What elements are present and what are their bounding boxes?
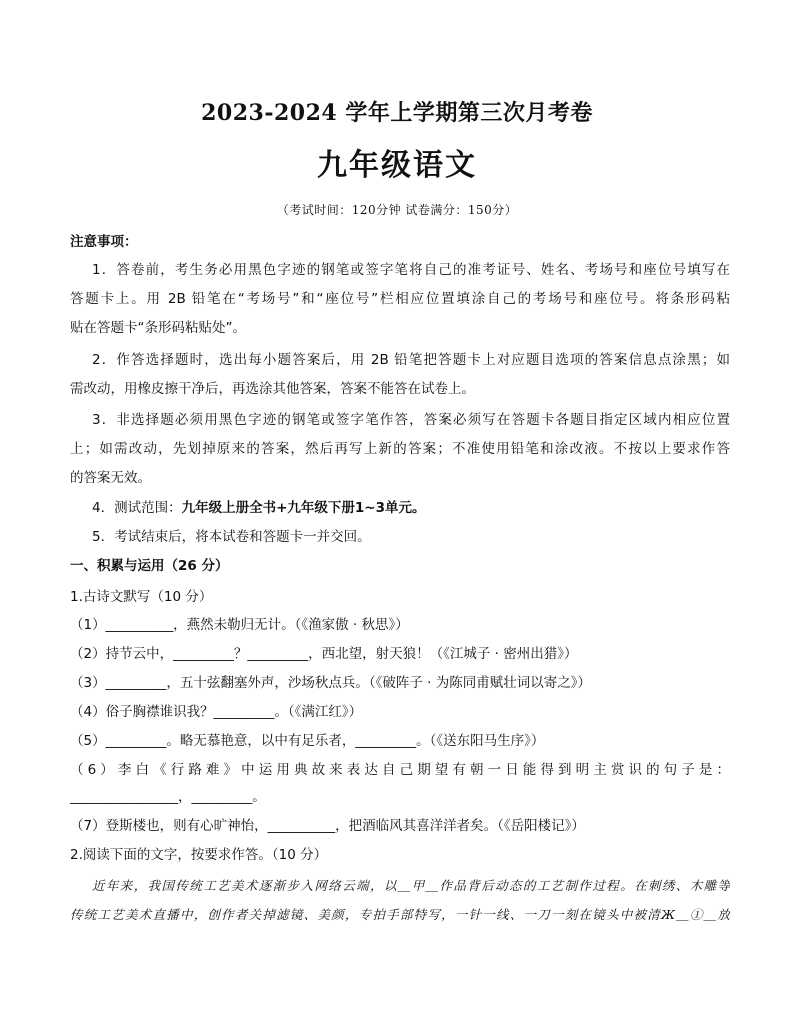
question-1-item: （1）__________，燕然未勒归无计。（《渔家傲 · 秋思》）	[70, 617, 409, 633]
question-2-title: 2.阅读下面的文字，按要求作答。（10 分）	[70, 847, 328, 863]
notice-line: 答题卡上。用 2B 铅笔在“考场号”和“座位号”栏相应位置填涂自己的考场号和座位号。将条形码粘	[70, 291, 730, 307]
notice-item-4	[92, 498, 730, 518]
notice-line: 1．答卷前，考生务必用黑色字迹的钢笔或签字笔将自己的准考证号、姓名、考场号和座位号填写在	[92, 262, 730, 278]
notice-heading: 注意事项：	[70, 234, 138, 250]
reading-passage-line: 传统工艺美术直播中，创作者关掉滤镜、美颜，专拍手部特写，一针一线、一刀一刻在镜头中被清Ж＿①＿放	[70, 907, 730, 922]
notice-line: 2．作答选择题时，选出每小题答案后，用 2B 铅笔把答题卡上对应题目选项的答案信息点涂黑；如	[92, 352, 730, 368]
notice-line: 贴在答题卡“条形码粘贴处”。	[70, 320, 246, 336]
question-1-item: （3）_________，五十弦翻塞外声，沙场秋点兵。（《破阵子 · 为陈同甫赋壮词以寄之》）	[70, 675, 591, 691]
notice-line: 上；如需改动，先划掉原来的答案，然后再写上新的答案；不准使用铅笔和涂改液。不按以上要求作答	[70, 441, 730, 457]
exam-info: （考试时间：120分钟 试卷满分：150分）	[276, 203, 518, 217]
question-1-title: 1.古诗文默写（10 分）	[70, 589, 213, 605]
notice-line: 的答案无效。	[70, 470, 151, 486]
question-1-item: （7）登斯楼也，则有心旷神怡，__________，把酒临风其喜洋洋者矣。（《岳阳楼记》）	[70, 818, 585, 834]
question-1-item: ________________，_________。	[70, 789, 266, 805]
exam-title: 2023-2024 学年上学期第三次月考卷	[201, 100, 593, 126]
question-1-item: （2）持节云中，_________？_________，西北望，射天狼！（《江城子 · 密州出猎》）	[70, 646, 578, 662]
reading-passage-line: 近年来，我国传统工艺美术逐渐步入网络云端，以＿甲＿作品背后动态的工艺制作过程。在刺绣、木雕等	[92, 878, 730, 893]
notice-item-5: 5．考试结束后，将本试卷和答题卡一并交回。	[92, 529, 371, 545]
notice-line: 需改动，用橡皮擦干净后，再选涂其他答案，答案不能答在试卷上。	[70, 381, 475, 397]
question-1-item: （6）李白《行路难》中运用典故来表达自己期望有朝一日能得到明主赏识的句子是：	[70, 762, 730, 778]
notice-line: 3．非选择题必须用黑色字迹的钢笔或签字笔作答，答案必须写在答题卡各题目指定区域内相应位置	[92, 412, 730, 428]
question-1-item: （5）_________。略无慕艳意，以中有足乐者，_________。（《送东阳马生序》）	[70, 733, 545, 749]
subject-title: 九年级语文	[317, 148, 477, 183]
notice-item-4-prefix: 4．测试范围：	[92, 500, 182, 516]
test-scope: 九年级上册全书+九年级下册1~3单元。	[181, 500, 426, 516]
section-heading: 一、积累与运用（26 分）	[70, 558, 229, 574]
question-1-item: （4）俗子胸襟谁识我？_________。（《满江红》）	[70, 704, 363, 720]
